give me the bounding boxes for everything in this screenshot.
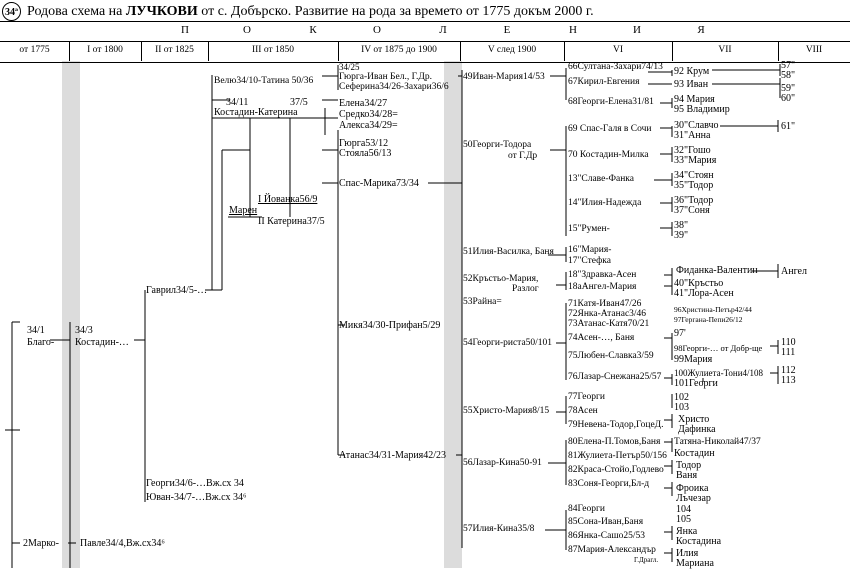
title-suffix: от с. Добърско. Развитие на рода за времето от 1775 докъм 2000 г.: [197, 4, 594, 19]
node-sredko: Средко34/28=: [339, 109, 398, 120]
column-header-gen-5: V след 1900: [487, 45, 537, 55]
column-header-gen-4: IV от 1875 до 1900: [361, 45, 437, 55]
node-gen7: 35"Тодор: [674, 180, 714, 191]
node-51: 51Илия-Василка, Баня: [463, 247, 554, 257]
node-kostadin-katerina-id-b: 37/5: [290, 97, 308, 108]
node-gen7: 105: [676, 514, 691, 525]
node-gen7: 100Жулиета-Тони4/108: [674, 368, 764, 378]
node-stoyala: Стояла56/13: [339, 148, 392, 159]
node-gen7: 39": [674, 230, 689, 241]
node-gen7: 97Гергана-Пепи26/12: [674, 315, 743, 324]
node-yuvan: Юван-34/7-…Вж.сх 34⁶: [146, 492, 247, 503]
node-gen7: Фиданка-Валентин: [676, 265, 758, 276]
node-gen6: 71Катя-Иван47/26: [568, 299, 642, 309]
node-gen7: 31"Анна: [674, 130, 711, 141]
node-yovanka: I Йованка56/9: [258, 194, 318, 205]
node-gen7: Костадин: [674, 448, 715, 459]
node-gen7: 99Мария: [674, 354, 713, 365]
node-gen7: 102: [674, 392, 689, 403]
node-gen6: 87Мария-Александър: [568, 545, 656, 555]
node-gen8: 57": [781, 60, 796, 71]
node-54: 54Георги-риста50/101: [463, 338, 553, 348]
node-gen8: 111: [781, 347, 796, 358]
node-katerina: II Катерина37/5: [258, 216, 325, 227]
node-gen7: 37"Соня: [674, 205, 710, 216]
node-mikya: Микя34/30-Прифан5/29: [339, 320, 441, 331]
node-gen7: Татяна-Николай47/37: [674, 437, 761, 447]
pokolenia-letter: Л: [439, 24, 447, 36]
node-gen7: Янка: [676, 526, 698, 537]
node-50-origin: от Г.Др: [508, 151, 538, 161]
node-gen6: 86Янка-Сашо25/53: [568, 531, 646, 541]
pokolenia-letter: К: [309, 24, 317, 36]
node-blago: Благо-: [27, 337, 55, 348]
node-gen6: 18аАнгел-Мария: [568, 282, 637, 292]
node-gen6: 69 Спас-Галя в Сочи: [568, 124, 652, 134]
node-kostadin-katerina-id-a: 34/11: [226, 97, 249, 108]
node-gen6: 79Невена-Тодор,ГоцеД.: [568, 420, 664, 430]
title-prefix: Родова схема на: [27, 4, 126, 19]
node-gen8: 112: [781, 365, 796, 376]
pokolenia-letter: П: [181, 24, 189, 36]
node-gen6: 74Асен-…, Баня: [568, 333, 635, 343]
node-56: 56Лазар-Кина50-91: [463, 458, 542, 468]
node-gen6: 17"Стефка: [568, 256, 611, 266]
node-gen6: 72Янка-Атанас3/46: [568, 309, 647, 319]
node-gen7: 94 Мария: [674, 94, 715, 105]
node-gen8: 61": [781, 121, 796, 132]
column-header-gen-7: VII: [718, 45, 732, 55]
node-55: 55Христо-Мария8/15: [463, 406, 550, 416]
node-gen6: 81Жулиета-Петър50/156: [568, 451, 667, 461]
node-gen6-origin: Г.Драгл.: [634, 556, 659, 564]
node-gen6: 84Георги: [568, 504, 605, 514]
node-gavril: Гаврил34/5-…: [146, 285, 208, 296]
node-gen6: 16"Мария-: [568, 245, 612, 255]
node-gen6: 82Краса-Стойо,Годлево: [568, 465, 664, 475]
node-gen7: 41"Лора-Асен: [674, 288, 734, 299]
node-50: 50Георги-Тодора: [463, 140, 532, 150]
node-georgi-34-6: Георги34/6-…Вж.сх 34: [146, 478, 244, 489]
pokolenia-letter: И: [633, 24, 641, 36]
column-header-gen-8: VIII: [805, 45, 823, 55]
node-gen7: Христо: [678, 414, 710, 425]
node-gen7: 33"Мария: [674, 155, 717, 166]
node-gen7: Ваня: [676, 470, 698, 481]
node-gyurga-53: Гюрга53/12: [339, 138, 389, 149]
node-gen6: 78Асен: [568, 406, 598, 416]
node-gen7: Костадина: [676, 536, 722, 547]
node-gen6: 66Султана-Захари74/13: [568, 62, 663, 72]
title-family-name: ЛУЧКОВИ: [125, 4, 198, 19]
node-gen8: Ангел: [781, 266, 807, 277]
node-gen7: 98Георги-… от Добр-ще: [674, 343, 763, 353]
node-gen7: 36"Тодор: [674, 195, 714, 206]
node-atanas: Атанас34/31-Мария42/23: [339, 450, 447, 461]
node-gen7: Илия: [676, 548, 699, 559]
node-gen6: 85Сона-Иван,Баня: [568, 517, 644, 527]
node-elena: Елена34/27: [339, 98, 388, 109]
node-gyurga-id: 34/25: [339, 62, 360, 72]
node-kostadin-katerina: Костадин-Катерина: [214, 107, 298, 118]
node-gen6: 75Любен-Славка3/59: [568, 351, 654, 361]
node-gen7: 97': [674, 328, 686, 339]
node-kostadin-id: 34/3: [75, 325, 93, 336]
node-gen8: 110: [781, 337, 796, 348]
pokolenia-letter: О: [373, 24, 381, 36]
node-gen7: 93 Иван: [674, 79, 709, 90]
node-gen6: 77Георги: [568, 392, 605, 402]
node-gen6: 14"Илия-Надежда: [568, 198, 642, 208]
node-gyurga-ivan: Гюрга-Иван Бел., Г.Др.: [339, 72, 432, 82]
node-gen6: 73Атанас-Катя70/21: [568, 319, 650, 329]
pokolenia-letter: Е: [503, 24, 511, 36]
node-gen6: 70 Костадин-Милка: [568, 150, 649, 160]
pokolenia-letter: О: [243, 24, 251, 36]
column-header-gen-2: II от 1825: [155, 45, 194, 55]
node-gen7: 104: [676, 504, 691, 515]
node-gen8: 60": [781, 93, 796, 104]
node-gen7: 32"Гошо: [674, 145, 711, 156]
node-gen8: 113: [781, 375, 796, 386]
node-gen8: 58": [781, 70, 796, 81]
node-gen7: Лъчезар: [676, 493, 711, 504]
node-gen7: 38": [674, 220, 689, 231]
node-gen7: 34"Стоян: [674, 170, 714, 181]
pokolenia-letter: Н: [569, 24, 577, 36]
node-gen6: 67Кирил-Евгения: [568, 77, 640, 87]
column-header-from-1775: от 1775: [19, 45, 50, 55]
node-gen7: 40"Кръстьо: [674, 278, 724, 289]
node-gen7: 30"Славчо: [674, 120, 719, 131]
node-spas-marika: Спас-Марика73/34: [339, 178, 419, 189]
column-header-gen-3: III от 1850: [251, 45, 295, 55]
node-52: 52Кръстьо-Мария,: [463, 274, 539, 284]
node-velyu: Велю34/10-Татина 50/36: [214, 76, 314, 86]
node-gen6: 83Соня-Георги,Бл-д: [568, 479, 650, 489]
node-gen6: 18"Здравка-Асен: [568, 270, 637, 280]
node-gen7: 101Георги: [674, 378, 718, 389]
node-gen8: 59": [781, 83, 796, 94]
node-marko: 2Марко-: [23, 538, 60, 549]
node-aleksa: Алекса34/29=: [339, 120, 398, 131]
node-maren: Марен: [229, 205, 258, 216]
node-gen7: 95 Владимир: [674, 104, 730, 115]
node-gen6: 76Лазар-Снежана25/57: [568, 372, 662, 382]
node-gen7: 96Христина-Петър42/44: [674, 305, 752, 314]
node-53: 53Райна=: [463, 297, 502, 307]
node-52-origin: Разлог: [512, 284, 539, 294]
node-gen7: 92 Крум: [674, 66, 710, 77]
node-gen7: Мариана: [676, 558, 714, 569]
node-kostadin: Костадин-…: [75, 337, 129, 348]
node-gen6: 15"Румен-: [568, 224, 610, 234]
column-header-gen-1: I от 1800: [87, 45, 123, 55]
node-49: 49Иван-Мария14/53: [463, 72, 545, 82]
node-gen7: Фроика: [676, 483, 709, 494]
node-gen7: 103: [674, 402, 689, 413]
node-gen6: 80Елена-П.Томов,Баня: [568, 437, 661, 447]
node-gen7: Тодор: [676, 460, 702, 471]
node-seferina: Сеферина34/26-Захари36/6: [339, 82, 449, 92]
pokolenia-letter: Я: [697, 24, 705, 36]
node-gen6: 13"Славе-Фанка: [568, 174, 634, 184]
node-gen7: Дафинка: [678, 424, 716, 435]
node-gen6: 68Георги-Елена31/81: [568, 97, 654, 107]
chart-number-badge: 34ª: [2, 2, 21, 21]
node-pavle: Павле34/4,Вж.сх34⁶: [80, 538, 165, 549]
node-blago-id: 34/1: [27, 325, 45, 336]
column-header-gen-6: VI: [612, 45, 624, 55]
node-57: 57Илия-Кина35/8: [463, 524, 535, 534]
